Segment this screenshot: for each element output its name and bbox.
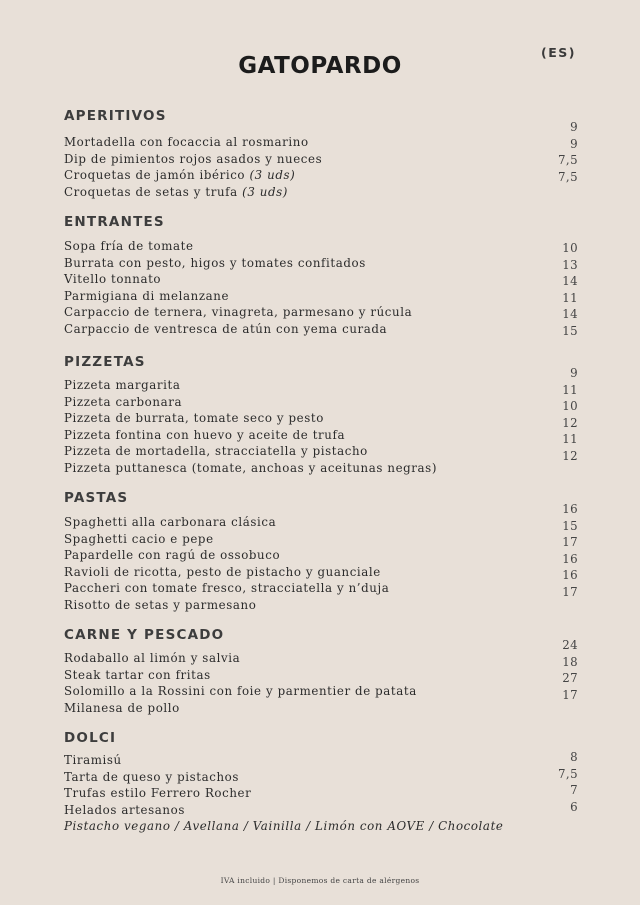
language-indicator: (ES) <box>541 45 576 60</box>
price: 24 <box>562 638 578 652</box>
price: 12 <box>562 448 578 463</box>
price: 14 <box>562 274 578 289</box>
price: 9 <box>570 366 578 380</box>
price: 11 <box>562 432 578 447</box>
menu-item: Carpaccio de ventresca de atún con yema curada <box>64 321 388 336</box>
section-items-dolci <box>64 752 534 835</box>
section-title-carne-y-pescado: CARNE Y PESCADO <box>64 627 225 643</box>
menu-item: Parmigiana di melanzane <box>64 288 230 303</box>
menu-item: Croquetas de jamón ibérico (3 uds) <box>64 168 296 183</box>
section-prices-carne-y-pescado <box>518 637 578 703</box>
section-prices-entrantes <box>518 240 578 340</box>
section-items-pastas <box>64 514 534 614</box>
price: 27 <box>562 671 578 686</box>
section-prices-pastas <box>518 501 578 601</box>
price: 9 <box>570 136 578 151</box>
section-title-pastas: PASTAS <box>64 490 129 506</box>
section-prices-aperitivos <box>518 119 578 185</box>
menu-item: Papardelle con ragú de ossobuco <box>64 548 281 563</box>
price: 13 <box>562 257 578 272</box>
price: 16 <box>562 502 578 516</box>
section-items-carne-y-pescado <box>64 650 534 716</box>
menu-item: Paccheri con tomate fresco, stracciatella y n’duja <box>64 581 390 596</box>
menu-item: Ravioli de ricotta, pesto de pistacho y guanciale <box>64 564 381 579</box>
quantity-note: (3 uds) <box>242 184 288 199</box>
price: 16 <box>562 568 578 583</box>
page-title: GATOPARDO <box>238 53 402 79</box>
price: 12 <box>562 415 578 430</box>
price: 9 <box>570 120 578 134</box>
price: 17 <box>562 687 578 702</box>
menu-item: Steak tartar con fritas <box>64 667 211 682</box>
section-prices-pizzetas <box>518 365 578 465</box>
menu-item: Helados artesanos <box>64 802 185 817</box>
menu-item: Pizzeta margarita <box>64 378 181 392</box>
menu-item: Sopa fría de tomate <box>64 239 194 253</box>
menu-item: Burrata con pesto, higos y tomates confitados <box>64 255 366 270</box>
menu-item: Pizzeta puttanesca (tomate, anchoas y aceitunas negras) <box>64 460 438 475</box>
section-title-pizzetas: PIZZETAS <box>64 354 146 370</box>
price: 7,5 <box>558 766 578 781</box>
menu-item: Croquetas de setas y trufa (3 uds) <box>64 184 288 199</box>
menu-item: Mortadella con focaccia al rosmarino <box>64 135 309 149</box>
price: 15 <box>562 323 578 338</box>
section-title-dolci: DOLCI <box>64 730 117 746</box>
menu-item: Spaghetti cacio e pepe <box>64 531 214 546</box>
menu-item: Carpaccio de ternera, vinagreta, parmesano y rúcula <box>64 305 413 320</box>
footer-note: IVA incluido | Disponemos de carta de alérgenos <box>220 876 420 885</box>
section-title-entrantes: ENTRANTES <box>64 214 165 230</box>
menu-item: Vitello tonnato <box>64 272 162 287</box>
price: 16 <box>562 551 578 566</box>
price: 7,5 <box>558 153 578 168</box>
menu-item: Trufas estilo Ferrero Rocher <box>64 786 252 801</box>
price: 11 <box>562 290 578 305</box>
quantity-note: (3 uds) <box>249 168 296 183</box>
menu-item: Solomillo a la Rossini con foie y parmentier de patata <box>64 684 417 699</box>
menu-item: Dip de pimientos rojos asados y nueces <box>64 151 323 166</box>
price: 17 <box>562 535 578 550</box>
price: 10 <box>562 241 578 255</box>
price: 7 <box>570 783 578 798</box>
section-items-pizzetas <box>64 377 534 477</box>
price: 18 <box>562 654 578 669</box>
price: 7,5 <box>558 169 578 184</box>
menu-item: Pizzeta de burrata, tomate seco y pesto <box>64 411 324 426</box>
menu-item: Pizzeta carbonara <box>64 394 183 409</box>
section-title-aperitivos: APERITIVOS <box>64 108 167 124</box>
menu-item: Risotto de setas y parmesano <box>64 597 257 612</box>
price: 14 <box>562 307 578 322</box>
ice-cream-flavors: Pistacho vegano / Avellana / Vainilla / Limón con AOVE / Chocolate <box>64 819 504 834</box>
menu-item: Tarta de queso y pistachos <box>64 769 239 784</box>
menu-item: Rodaballo al limón y salvia <box>64 651 241 665</box>
menu-item: Tiramisú <box>64 753 122 767</box>
price: 17 <box>562 584 578 599</box>
price: 10 <box>562 399 578 414</box>
menu-item: Milanesa de pollo <box>64 700 180 715</box>
price: 6 <box>570 799 578 814</box>
price: 11 <box>562 382 578 397</box>
menu-item: Spaghetti alla carbonara clásica <box>64 515 277 529</box>
section-items-aperitivos <box>64 134 534 200</box>
price: 8 <box>570 750 578 764</box>
section-items-entrantes <box>64 238 534 338</box>
section-prices-dolci <box>518 749 578 815</box>
price: 15 <box>562 518 578 533</box>
menu-item: Pizzeta de mortadella, stracciatella y pistacho <box>64 444 368 459</box>
menu-item: Pizzeta fontina con huevo y aceite de trufa <box>64 427 346 442</box>
